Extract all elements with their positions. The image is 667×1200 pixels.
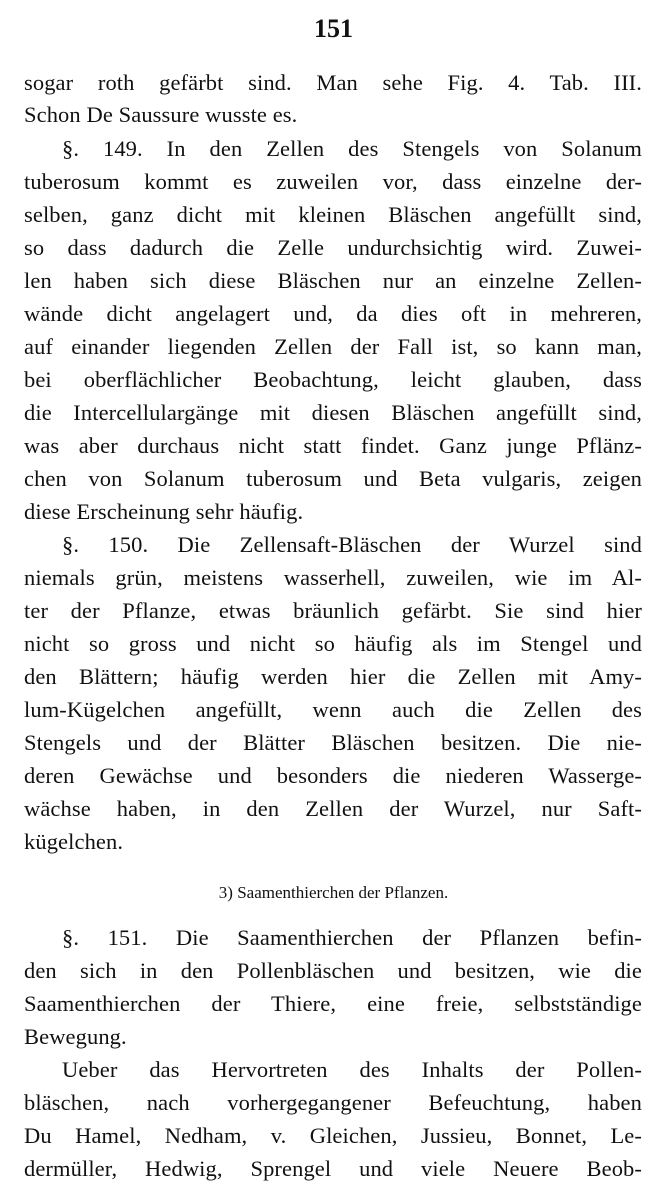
paragraph-151-start: §. 151. Die Saamenthierchen der Pflanzen befin-	[62, 925, 642, 950]
text-line: lum-Kügelchen angefüllt, wenn auch die Zellen des	[24, 697, 642, 722]
text-line: niemals grün, meistens wasserhell, zuweilen, wie im Al-	[24, 565, 642, 590]
text-line: Bewegung.	[24, 1024, 127, 1049]
paragraph-start: Ueber das Hervortreten des Inhalts der Pollen-	[62, 1057, 642, 1082]
text-line: den sich in den Pollenbläschen und besitzen, wie die	[24, 958, 642, 983]
text-line: nicht so gross und nicht so häufig als im Stengel und	[24, 631, 642, 656]
text-line: diese Erscheinung sehr häufig.	[24, 499, 304, 524]
text-line: sogar roth gefärbt sind. Man sehe Fig. 4. Tab. III.	[24, 70, 642, 95]
text-line: Stengels und der Blätter Bläschen besitzen. Die nie-	[24, 730, 642, 755]
text-line: dermüller, Hedwig, Sprengel und viele Neuere Beob-	[24, 1156, 642, 1181]
text-line: ter der Pflanze, etwas bräunlich gefärbt. Sie sind hier	[24, 598, 642, 623]
text-line: was aber durchaus nicht statt findet. Ganz junge Pflänz-	[24, 433, 642, 458]
text-line: chen von Solanum tuberosum und Beta vulgaris, zeigen	[24, 466, 642, 491]
text-line: den Blättern; häufig werden hier die Zellen mit Amy-	[24, 664, 642, 689]
text-line: wächse haben, in den Zellen der Wurzel, nur Saft-	[24, 796, 642, 821]
page-number: 151	[314, 14, 353, 43]
section-heading: 3) Saamenthierchen der Pflanzen.	[218, 883, 449, 902]
text-line: die Intercellulargänge mit diesen Bläschen angefüllt sind,	[24, 400, 642, 425]
text-line: Saamenthierchen der Thiere, eine freie, selbstständige	[24, 991, 642, 1016]
text-line: len haben sich diese Bläschen nur an einzelne Zellen-	[24, 268, 642, 293]
text-line: deren Gewächse und besonders die niederen Wasserge-	[24, 763, 642, 788]
text-line: so dass dadurch die Zelle undurchsichtig wird. Zuwei-	[24, 235, 642, 260]
text-line: wände dicht angelagert und, da dies oft in mehreren,	[24, 301, 642, 326]
text-line: Schon De Saussure wusste es.	[24, 102, 298, 127]
text-line: bläschen, nach vorhergegangener Befeuchtung, haben	[24, 1090, 642, 1115]
text-line: selben, ganz dicht mit kleinen Bläschen angefüllt sind,	[24, 202, 642, 227]
paragraph-150-start: §. 150. Die Zellensaft-Bläschen der Wurzel sind	[62, 532, 642, 557]
text-line: Du Hamel, Nedham, v. Gleichen, Jussieu, Bonnet, Le-	[24, 1123, 642, 1148]
text-line: auf einander liegenden Zellen der Fall ist, so kann man,	[24, 334, 642, 359]
text-line: tuberosum kommt es zuweilen vor, dass einzelne der-	[24, 169, 642, 194]
text-line: kügelchen.	[24, 829, 124, 854]
text-line: bei oberflächlicher Beobachtung, leicht glauben, dass	[24, 367, 642, 392]
paragraph-149-start: §. 149. In den Zellen des Stengels von Solanum	[62, 136, 642, 161]
